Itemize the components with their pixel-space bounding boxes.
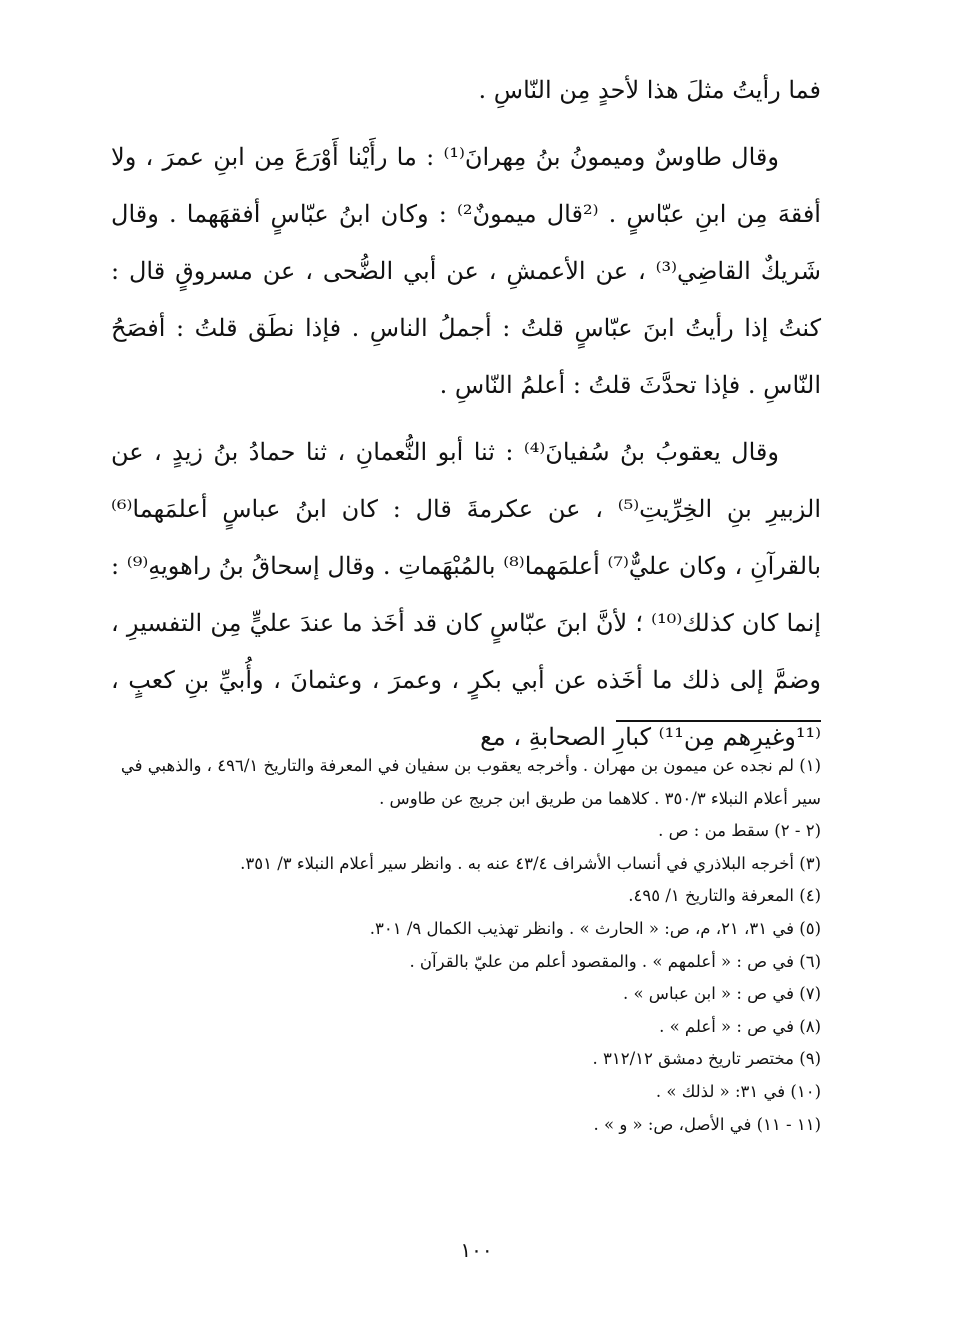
- footnotes-list: [111, 750, 821, 1141]
- footnote-10: (١٠) في ٣١: « لذلك » .: [655, 1081, 821, 1101]
- footnote-5: (٥) في ٣١، ٢١، م، ص: « الحارث » . وانظر تهذيب الكمال ٩/ ٣٠١.: [369, 918, 821, 938]
- footnote-divider: [616, 720, 821, 722]
- main-text-body: [111, 62, 821, 766]
- paragraph-3: وقال يعقوبُ بنُ سُفيانَ⁽⁴⁾ : ثنا أبو النُّعمانِ ، ثنا حمادُ بنُ زيدٍ ، عن الزبيرِ بنِ الخِرِّيتِ⁽⁵⁾ ، عن عكرمةَ قال : كان ابنُ عباسٍ أعلمَهما⁽⁶⁾ بالقرآنِ ، وكان عليٌّ⁽⁷⁾ أعلمَهما⁽⁸⁾ بالمُبْهَماتِ . وقال إسحاقُ بنُ راهويهِ⁽⁹⁾ : إنما كان كذلك⁽¹⁰⁾ ؛ لأنَّ ابنَ عبّاسٍ كان قد أخَذ ما عندَ عليٍّ مِن التفسيرِ ، وضمَّ إلى ذلك ما أخَذه عن أبي بكرٍ ، وعمرَ ، وعثمانَ ، وأُبيِّ بنِ كعبٍ ، ⁽¹¹وغيرِهم مِن¹¹⁾ كبارِ الصحابةِ ، مع: [111, 438, 822, 751]
- footnote-6: (٦) في ص : « أعلمهم » . والمقصود أعلم من عليّ بالقرآن .: [409, 951, 821, 971]
- footnote-9: (٩) مختصر تاريخ دمشق ٣١٢/١٢ .: [592, 1049, 821, 1069]
- page-number: ١٠٠: [460, 1238, 493, 1262]
- footnote-7: (٧) في ص : « ابن عباس » .: [622, 984, 821, 1004]
- footnote-2: (٢ - ٢) سقط من : ص .: [658, 821, 821, 841]
- paragraph-2: وقال طاوسٌ وميمونُ بنُ مِهرانَ⁽¹⁾ : ما رأَيْنا أَوْرَعَ مِن ابنِ عمرَ ، ولا أفقهَ مِن ابنِ عبّاسٍ . ⁽²قال ميمونٌ²⁾ : وكان ابنُ عبّاسٍ أفقهَهما . وقال شَريكٌ القاضِي⁽³⁾ ، عن الأعمشِ ، عن أبي الضُّحى ، عن مسروقٍ قال : كنتُ إذا رأيتُ ابنَ عبّاسٍ قلتُ : أجملُ الناسِ . فإذا نطَق قلتُ : أفصَحُ النّاسِ . فإذا تحدَّثَ قلتُ : أعلمُ النّاسِ .: [111, 143, 821, 399]
- paragraph-1: فما رأيتُ مثلَ هذا لأحدٍ مِن النّاسِ .: [478, 76, 821, 104]
- footnote-11: (١١ - ١١) في الأصل، ص: « و » .: [593, 1114, 821, 1134]
- footnote-3: (٣) أخرجه البلاذري في أنساب الأشراف ٤٣/٤ عنه به . وانظر سير أعلام النبلاء ٣/ ٣٥١.: [240, 853, 821, 873]
- footnote-1: (١) لم نجده عن ميمون بن مهران . وأخرجه يعقوب بن سفيان في المعرفة والتاريخ ٤٩٦/١ ، والذهبي في سير أعلام النبلاء ٣٥٠/٣ . كلاهما من طريق ابن جريج عن طاوس .: [120, 756, 821, 808]
- footnote-4: (٤) المعرفة والتاريخ ١/ ٤٩٥.: [628, 886, 821, 906]
- footnote-8: (٨) في ص : « أعلم » .: [659, 1016, 821, 1036]
